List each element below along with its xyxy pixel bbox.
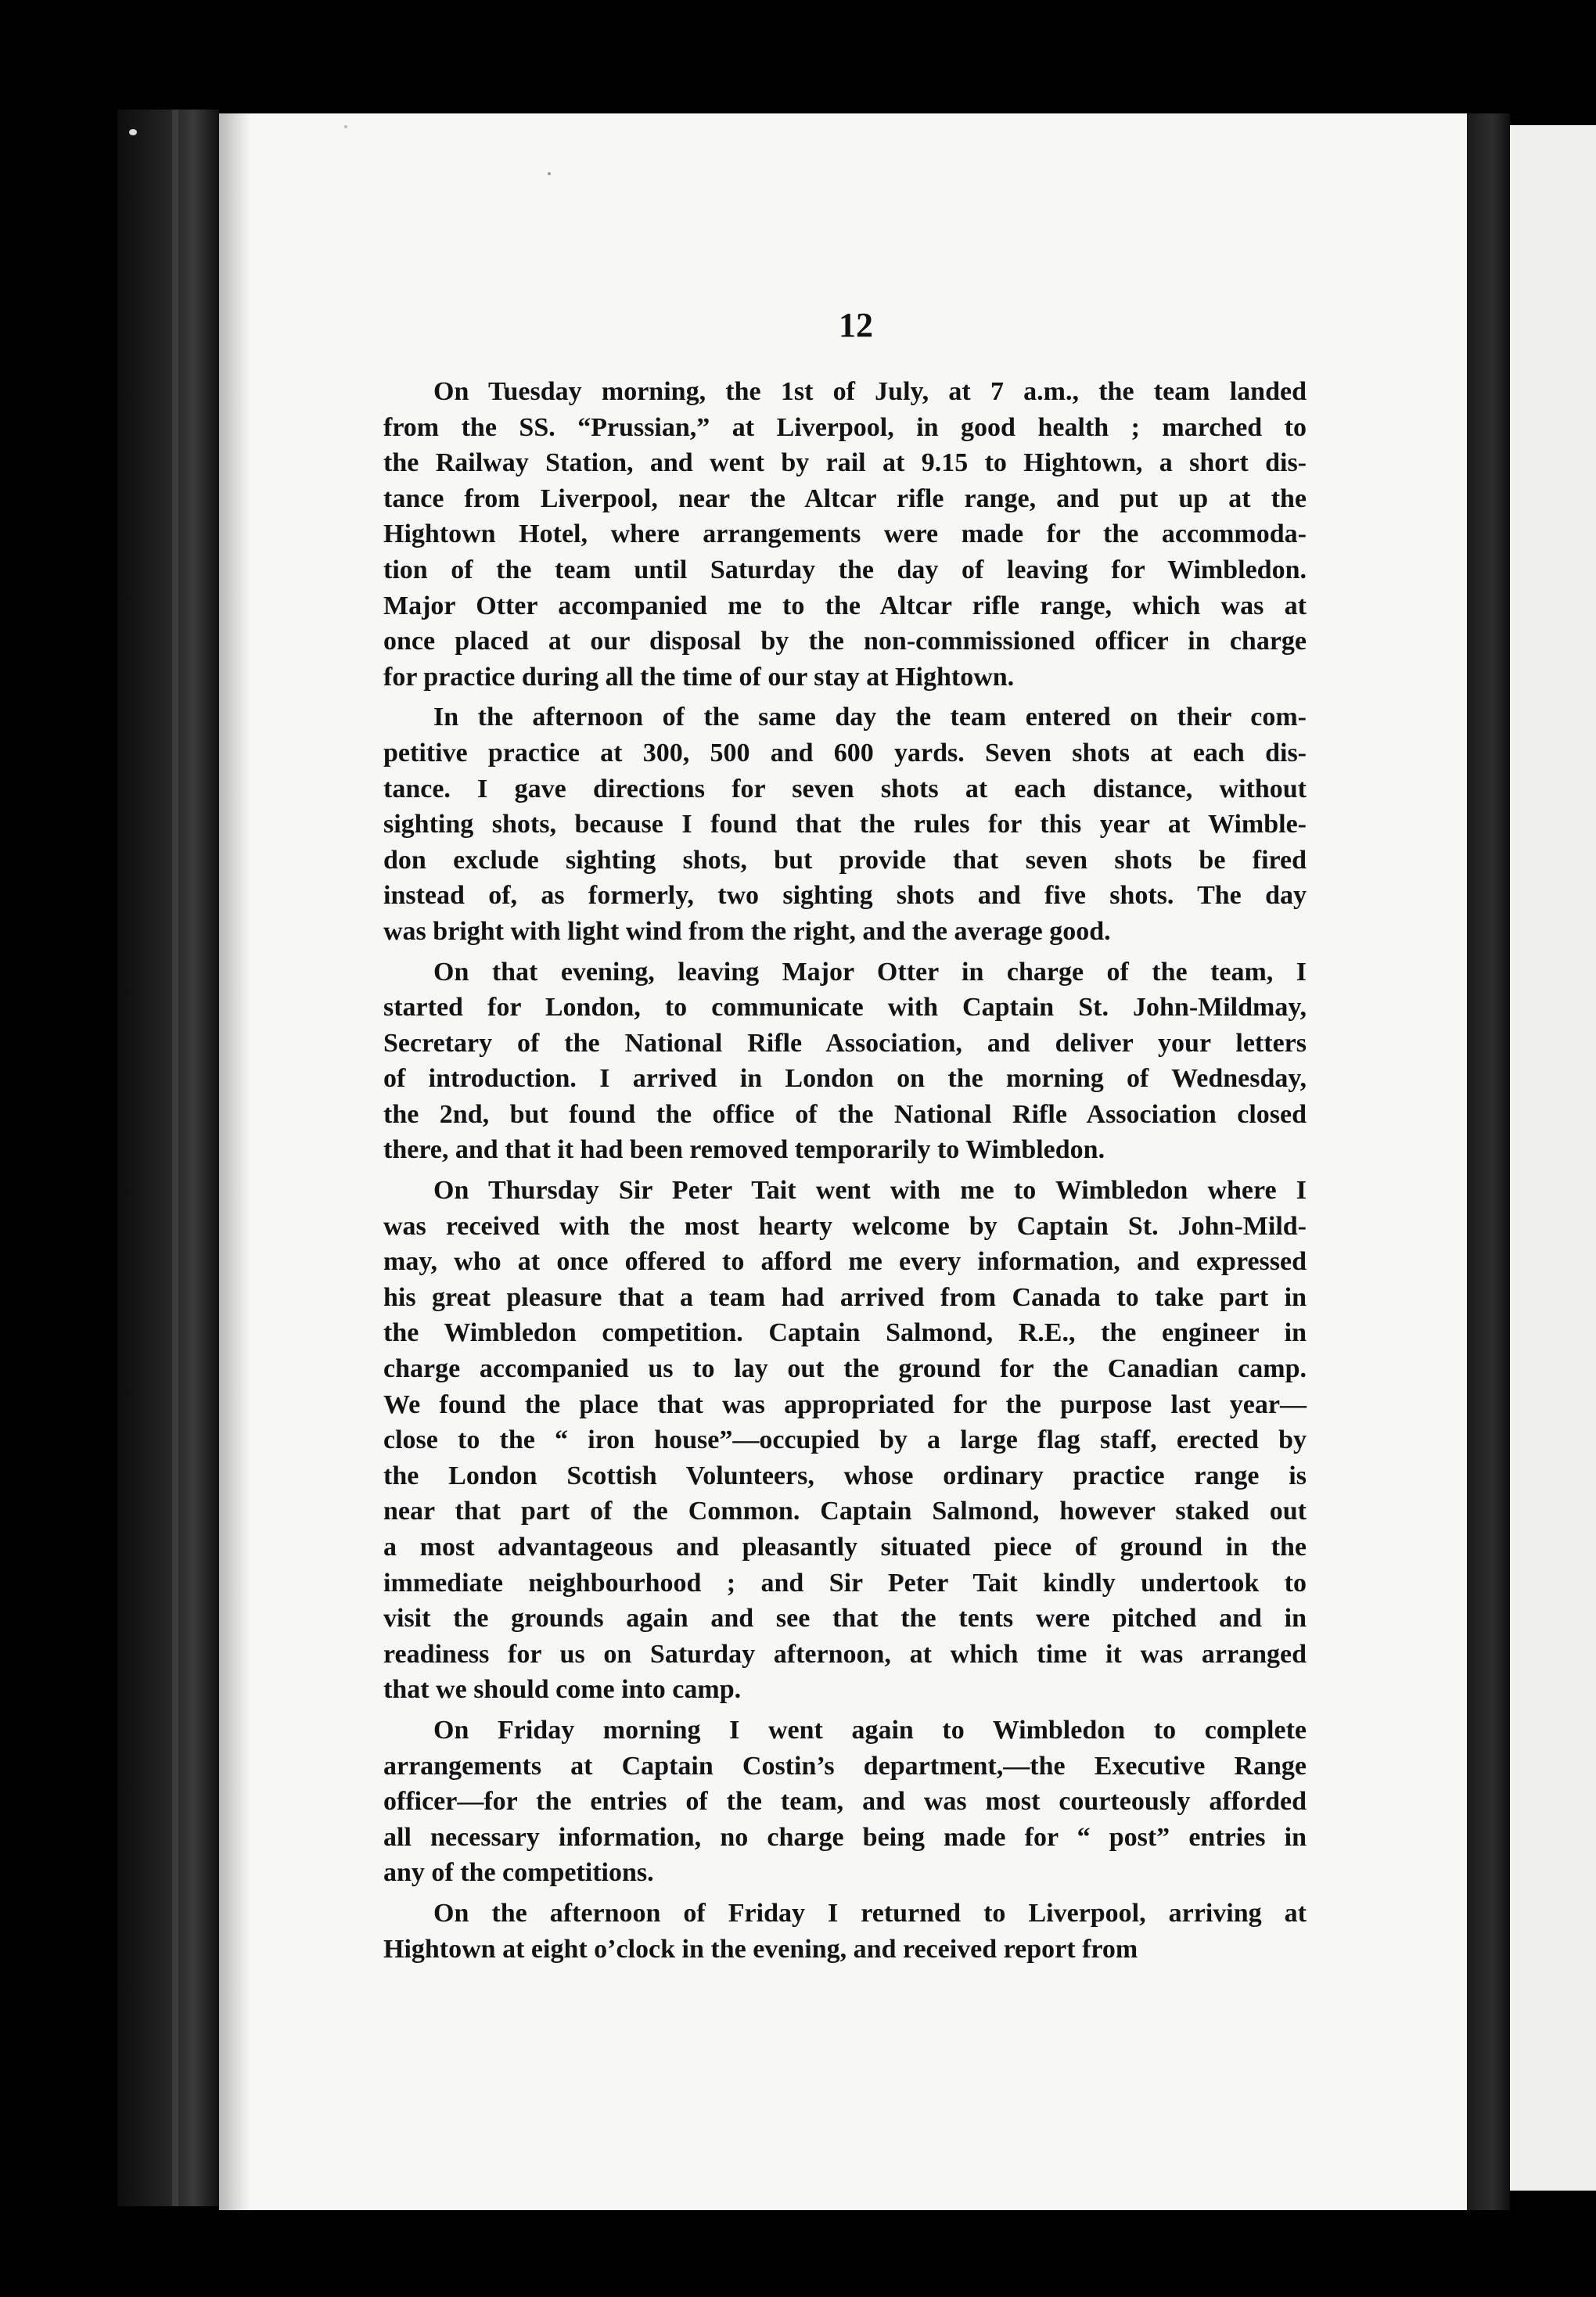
paragraph [383, 1173, 1307, 1708]
text-line: the 2nd, but found the office of the National Rifle Association closed [383, 1099, 1307, 1129]
text-line: visit the grounds again and see that the tents were pitched and in [383, 1604, 1307, 1634]
text-line: On Thursday Sir Peter Tait went with me to Wimbledon where I [433, 1176, 1307, 1206]
text-line: from the SS. “Prussian,” at Liverpool, in good health ; marched to [383, 412, 1307, 442]
body-text [383, 374, 1307, 1972]
text-line: instead of, as formerly, two sighting shots and five shots. The day [383, 881, 1307, 911]
right-binding-edge [1467, 113, 1510, 2210]
dust-speck [548, 172, 551, 175]
text-line: the Wimbledon competition. Captain Salmond, R.E., the engineer in [383, 1318, 1307, 1348]
text-line: tance. I gave directions for seven shots at each distance, without [383, 774, 1307, 803]
left-binding-edge [117, 110, 219, 2206]
text-line: Hightown Hotel, where arrangements were made for the accommoda- [383, 519, 1307, 549]
text-line: started for London, to communicate with Captain St. John-Mildmay, [383, 993, 1307, 1023]
text-line: may, who at once offered to afford me every information, and expressed [383, 1247, 1307, 1277]
text-line: tance from Liverpool, near the Altcar rifle range, and put up at the [383, 483, 1307, 513]
gutter-shadow [219, 113, 250, 2210]
adjacent-page-edge [1510, 125, 1596, 2191]
paragraph [383, 699, 1307, 949]
text-line: Secretary of the National Rifle Association, and deliver your letters [383, 1028, 1307, 1058]
text-line: We found the place that was appropriated for the purpose last year— [383, 1389, 1307, 1419]
text-line: of introduction. I arrived in London on the morning of Wednesday, [383, 1064, 1307, 1094]
text-line: Major Otter accompanied me to the Altcar rifle range, which was at [383, 591, 1307, 620]
paragraph [383, 1896, 1307, 1967]
text-line: the London Scottish Volunteers, whose ordinary practice range is [383, 1461, 1307, 1490]
text-line: In the afternoon of the same day the team entered on their com- [433, 703, 1307, 732]
text-line: a most advantageous and pleasantly situated piece of ground in the [383, 1533, 1307, 1562]
text-line: for practice during all the time of our stay at Hightown. [383, 662, 1015, 692]
text-line: tion of the team until Saturday the day of leaving for Wimbledon. [383, 555, 1307, 584]
text-line: readiness for us on Saturday afternoon, at which time it was arranged [383, 1639, 1307, 1669]
text-line: don exclude sighting shots, but provide that seven shots be fired [383, 845, 1307, 875]
text-line: was received with the most hearty welcome by Captain St. John-Mild- [383, 1211, 1307, 1241]
text-line: On Friday morning I went again to Wimbledon to complete [433, 1715, 1307, 1745]
text-line: any of the competitions. [383, 1858, 654, 1888]
dust-speck [129, 129, 137, 135]
text-line: his great pleasure that a team had arrived from Canada to take part in [383, 1282, 1307, 1312]
text-line: officer—for the entries of the team, and was most courteously afforded [383, 1787, 1307, 1817]
paragraph [383, 374, 1307, 695]
text-line: On the afternoon of Friday I returned to Liverpool, arriving at [433, 1898, 1307, 1928]
text-line: sighting shots, because I found that the rules for this year at Wimble- [383, 810, 1307, 839]
paragraph [383, 1713, 1307, 1891]
text-line: petitive practice at 300, 500 and 600 yards. Seven shots at each dis- [383, 738, 1307, 767]
text-line: all necessary information, no charge being made for “ post” entries in [383, 1822, 1307, 1852]
text-line: was bright with light wind from the right, and the average good. [383, 916, 1111, 946]
text-line: once placed at our disposal by the non-commissioned officer in charge [383, 627, 1307, 656]
text-line: charge accompanied us to lay out the ground for the Canadian camp. [383, 1354, 1307, 1384]
text-line: On Tuesday morning, the 1st of July, at 7 a.m., the team landed [433, 377, 1307, 406]
text-line: that we should come into camp. [383, 1675, 742, 1705]
text-line: Hightown at eight o’clock in the evening, and received report from [383, 1934, 1138, 1964]
text-line: immediate neighbourhood ; and Sir Peter Tait kindly undertook to [383, 1568, 1307, 1598]
text-line: there, and that it had been removed temporarily to Wimbledon. [383, 1135, 1105, 1165]
text-line: close to the “ iron house”—occupied by a large flag staff, erected by [383, 1425, 1307, 1455]
page-number: 12 [839, 306, 873, 344]
text-line: On that evening, leaving Major Otter in charge of the team, I [433, 957, 1307, 987]
text-line: near that part of the Common. Captain Salmond, however staked out [383, 1497, 1307, 1526]
paragraph [383, 954, 1307, 1169]
text-line: the Railway Station, and went by rail at 9.15 to Hightown, a short dis- [383, 448, 1307, 478]
dust-speck [344, 125, 347, 128]
text-line: arrangements at Captain Costin’s department,—the Executive Range [383, 1751, 1307, 1781]
